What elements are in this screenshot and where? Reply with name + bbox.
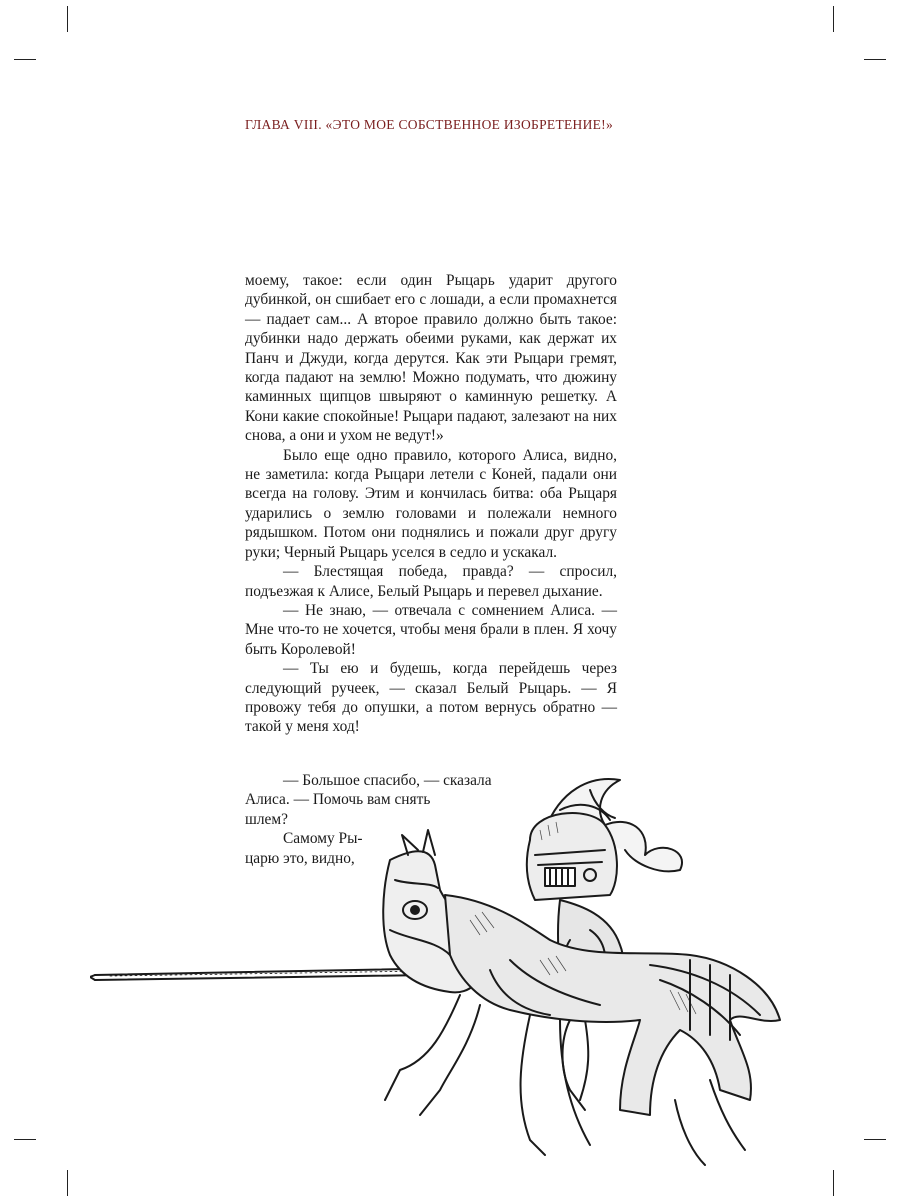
paragraph: Было еще одно правило, которого Алиса, видно, не заметила: когда Рыцари летели с Коней, падали они всегда на голову. Этим и кончилась битва: оба Рыцаря ударились о землю головами и полежали немного рядышком. Потом они поднялись и пожали друг другу руки; Черный Рыцарь уселся в седло и ускакал. [245, 446, 617, 561]
text-line: шлем? [245, 810, 288, 828]
crop-mark [864, 59, 886, 60]
crop-mark [67, 6, 68, 32]
knight-illustration [90, 770, 790, 1170]
crop-mark [864, 1139, 886, 1140]
crop-mark [833, 6, 834, 32]
text-line: Алиса. — Помочь вам снять [245, 791, 431, 809]
helmet [527, 813, 617, 900]
text-line: Самому Ры- [283, 830, 363, 848]
crop-mark [67, 1170, 68, 1196]
paragraph: моему, такое: если один Рыцарь ударит другого дубинкой, он сшибает его с лошади, а если промахнется — падает сам... А второе правило должно быть такое: дубинки надо держать обеими руками, как держат их Панч и Джуди, когда дерутся. Как эти Рыцари гремят, когда падают на землю! Можно подумать, что дюжину каминных щипцов швыряют о каминную решетку. А Кони какие спокойные! Рыцари падают, залезают на них снова, а они и ухом не ведут!» [245, 272, 617, 445]
crop-mark [14, 1139, 36, 1140]
paragraph: — Не знаю, — отвечала с сомнением Алиса. — Мне что-то не хочется, чтобы меня брали в плен. Я хочу быть Королевой! [245, 601, 617, 658]
crop-mark [833, 1170, 834, 1196]
text-line: царю это, видно, [245, 849, 355, 867]
crop-mark [14, 59, 36, 60]
paragraph: — Ты ею и будешь, когда перейдешь через следующий ручеек, — сказал Белый Рыцарь. — Я провожу тебя до опушки, а потом вернусь обратно — такой у меня ход! [245, 660, 617, 736]
body-text [245, 271, 617, 737]
paragraph: — Блестящая победа, правда? — спросил, подъезжая к Алисе, Белый Рыцарь и перевел дыхание. [245, 563, 617, 600]
horse-body [445, 895, 780, 1115]
running-head: ГЛАВА VIII. «ЭТО МОЕ СОБСТВЕННОЕ ИЗОБРЕТЕНИЕ!» [245, 117, 614, 132]
text-line: — Большое спасибо, — сказала [283, 772, 492, 789]
